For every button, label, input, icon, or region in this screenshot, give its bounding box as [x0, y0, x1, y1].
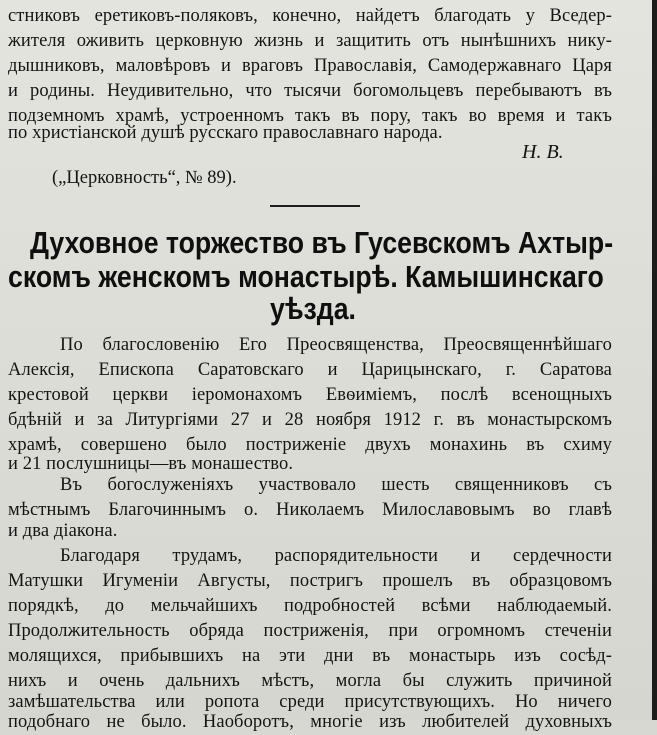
article-body-line: и два діакона.: [8, 521, 118, 541]
source-citation: („Церковность“, № 89).: [52, 168, 237, 188]
article-body-line: нихъ и очень дальнихъ мѣстъ, могла бы служить причиной: [8, 671, 612, 691]
article-body-line: мѣстнымъ Благочиннымъ о. Николаемъ Милославовымъ во главѣ: [8, 500, 612, 520]
article-body-line: подобнаго не было. Наоборотъ, многіе изъ любителей духовныхъ: [8, 712, 612, 732]
article-body-line: и 21 послушницы—въ монашество.: [8, 454, 294, 474]
page-edge-shadow: [652, 0, 657, 720]
prev-article-line: дышниковъ, маловѣровъ и враговъ Православія, Самодержавнаго Царя: [8, 56, 612, 76]
article-title-line: уѣзда.: [270, 291, 356, 326]
article-title-line: Духовное торжество въ Гусевскомъ Ахтыр-: [30, 225, 614, 260]
article-body-line: Алексія, Епископа Саратовскаго и Царицынскаго, г. Саратова: [8, 360, 612, 380]
article-body-line: Въ богослуженіяхъ участвовало шесть священниковъ съ: [60, 475, 612, 495]
article-body-line: замѣшательства или ропота среди присутствующихъ. Но ничего: [8, 692, 612, 712]
article-body-line: храмѣ, совершено было постриженіе двухъ монахинь въ схиму: [8, 435, 612, 455]
article-body-line: крестовой церкви іеромонахомъ Евѳиміемъ, послѣ всенощныхъ: [8, 385, 612, 405]
article-body-line: бдѣній и за Литургіями 27 и 28 ноября 1912 г. въ монастырскомъ: [8, 410, 612, 430]
prev-article-line: и родины. Неудивительно, что тысячи богомольцевъ перебываютъ въ: [8, 81, 612, 101]
prev-article-line: жителя оживить церковную жизнь и защитить отъ нынѣшнихъ нику-: [8, 31, 612, 51]
prev-article-line: подземномъ храмѣ, устроенномъ такъ въ пору, такъ во время и такъ: [8, 106, 612, 126]
article-body-line: Матушки Игуменіи Августы, постригъ прошелъ въ образцовомъ: [8, 571, 612, 591]
article-body-line: По благословенію Его Преосвященства, Преосвященнѣйшаго: [60, 335, 612, 355]
article-body-line: молящихся, прибывшихъ на эти дни въ монастырь изъ сосѣд-: [8, 646, 612, 666]
article-title-line: скомъ женскомъ монастырѣ. Камышинскаго: [8, 259, 604, 294]
section-divider: [270, 205, 360, 207]
prev-article-line: стниковъ еретиковъ-поляковъ, конечно, найдетъ благодать у Вседер-: [8, 6, 612, 26]
author-signature: Н. В.: [522, 141, 564, 163]
article-body-line: порядкѣ, до мельчайшихъ подробностей всѣми наблюдаемый.: [8, 596, 612, 616]
article-body-line: Продолжительность обряда постриженія, при огромномъ стеченіи: [8, 621, 612, 641]
prev-article-line: по христіанской душѣ русскаго православнаго народа.: [8, 123, 443, 143]
article-body-line: Благодаря трудамъ, распорядительности и сердечности: [60, 546, 612, 566]
